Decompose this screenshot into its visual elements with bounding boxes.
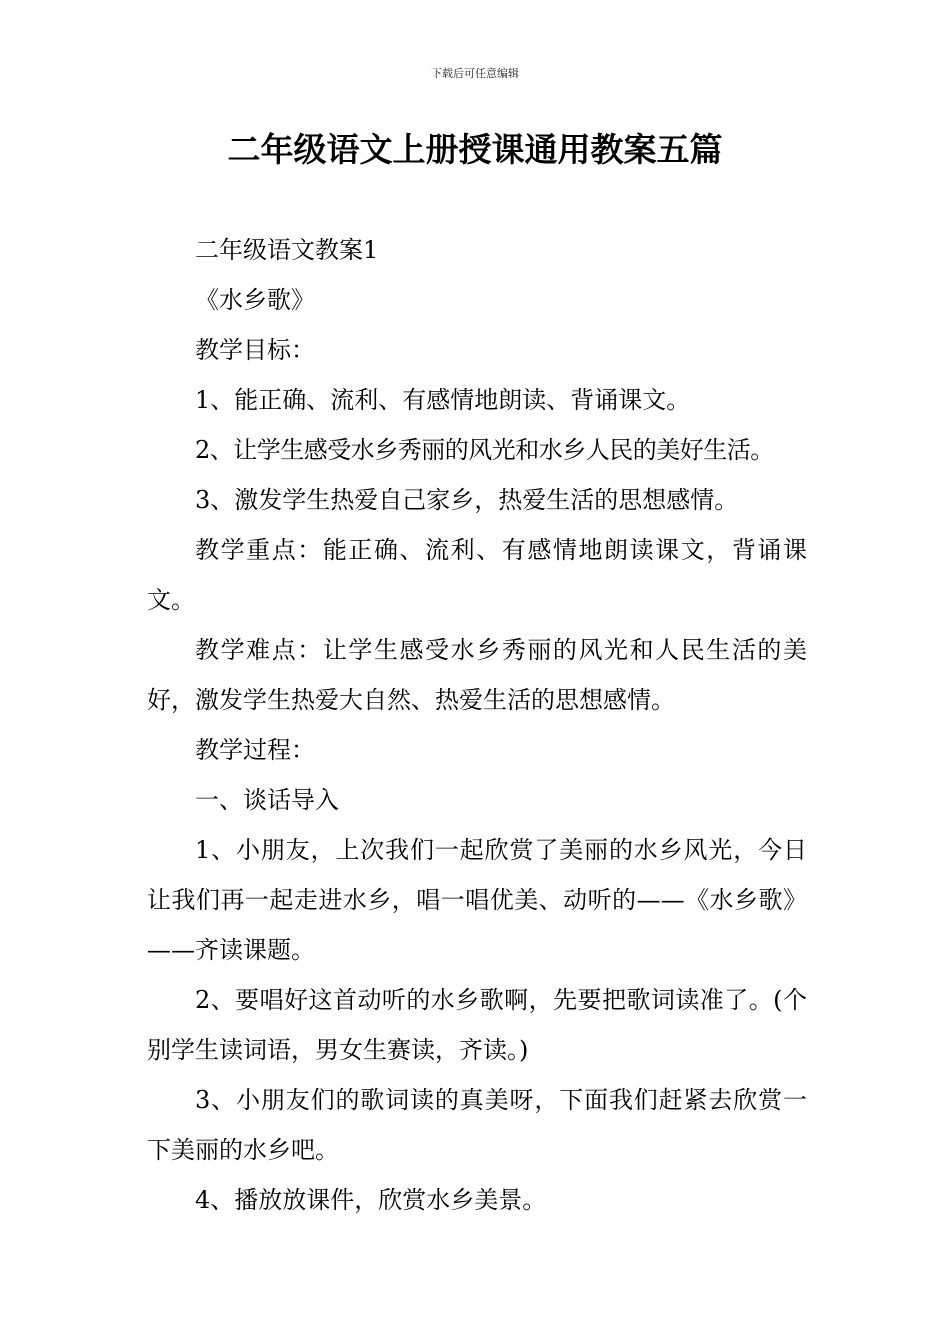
step-2: 2、要唱好这首动听的水乡歌啊，先要把歌词读准了。(个别学生读词语，男女生赛读，齐读。) — [147, 986, 807, 1064]
objective-3: 3、激发学生热爱自己家乡，热爱生活的思想感情。 — [195, 486, 739, 514]
document-body — [147, 225, 807, 1225]
lesson-heading: 二年级语文教案1 — [195, 236, 379, 264]
objective-1: 1、能正确、流利、有感情地朗读、背诵课文。 — [195, 386, 691, 414]
key-points: 教学重点：能正确、流利、有感情地朗读课文，背诵课文。 — [147, 536, 807, 614]
objectives-heading: 教学目标： — [195, 336, 315, 364]
step-3: 3、小朋友们的歌词读的真美呀，下面我们赶紧去欣赏一下美丽的水乡吧。 — [147, 1086, 807, 1164]
difficult-points: 教学难点：让学生感受水乡秀丽的风光和人民生活的美好，激发学生热爱大自然、热爱生活的思想感情。 — [147, 636, 807, 714]
step-1: 1、小朋友，上次我们一起欣赏了美丽的水乡风光，今日让我们再一起走进水乡，唱一唱优美、动听的——《水乡歌》——齐读课题。 — [147, 836, 807, 964]
lesson-text-title: 《水乡歌》 — [195, 286, 315, 314]
step-4: 4、播放放课件，欣赏水乡美景。 — [195, 1186, 547, 1214]
objective-2: 2、让学生感受水乡秀丽的风光和水乡人民的美好生活。 — [195, 436, 774, 464]
process-heading: 教学过程： — [195, 736, 315, 764]
document-title: 二年级语文上册授课通用教案五篇 — [227, 130, 723, 169]
header-note: 下载后可任意编辑 — [431, 67, 519, 80]
section-heading-1: 一、谈话导入 — [195, 786, 339, 814]
